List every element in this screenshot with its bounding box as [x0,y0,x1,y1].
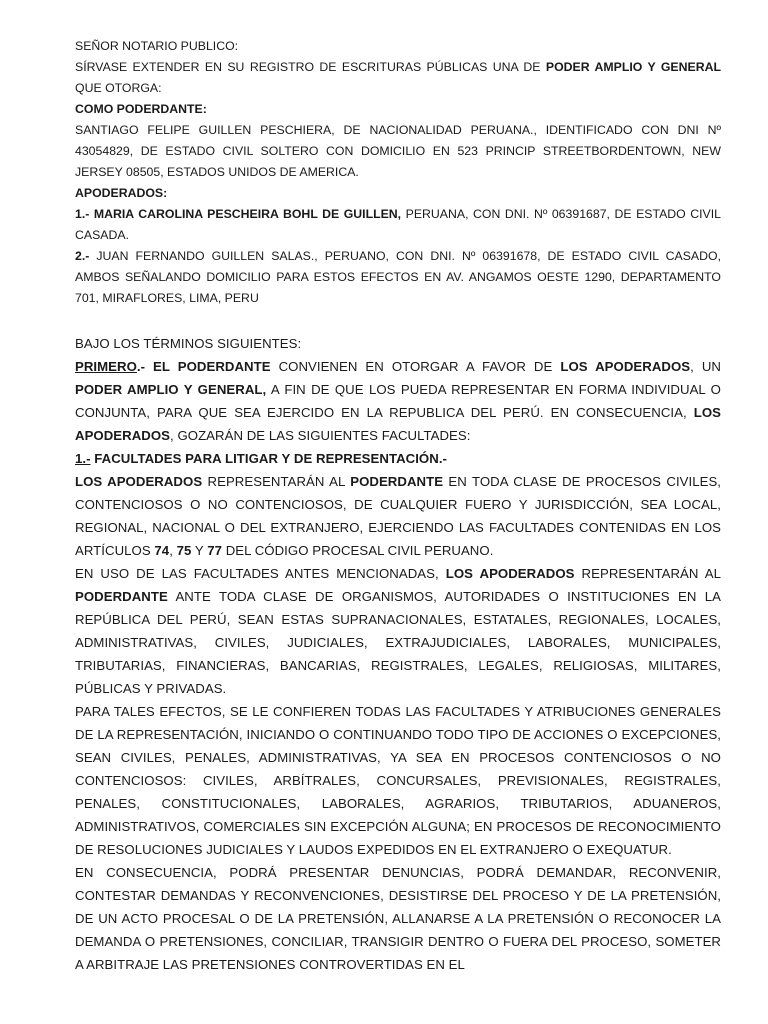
addressee-line [75,36,721,57]
p2-text-c: REPRESENTARÁN AL [574,566,721,581]
faculty-paragraph-1 [75,470,721,562]
faculty-1-title: FACULTADES PARA LITIGAR Y DE REPRESENTACIÓN.- [90,451,447,466]
clause-primero-label: PRIMERO [75,359,137,374]
apoderado-2-number: 2.- [75,249,90,263]
poderdante-heading-text: COMO PODERDANTE: [75,102,207,116]
clause-primero-text-e: A FIN DE QUE LOS PUEDA REPRESENTAR EN FORMA INDIVIDUAL O CONJUNTA, PARA QUE SEA EJERCIDO EN LA REPUBLICA DEL PERÚ. EN CONSECUENCIA, [75,382,721,420]
p2-apoderados: LOS APODERADOS [445,566,575,581]
p1-poderdante: PODERDANTE [350,474,444,489]
apoderado-1-number: 1.- [75,207,90,221]
terms-intro [75,332,721,355]
faculty-1-number: 1.- [75,451,91,466]
apoderados-heading [75,183,721,204]
p1-article-77: 77 [207,543,222,558]
clause-primero-text-c: , UN [690,359,721,374]
p1-comma: , [169,543,177,558]
terms-intro-text: BAJO LOS TÉRMINOS SIGUIENTES: [75,336,302,351]
p1-text-j: DEL CÓDIGO PROCESAL CIVIL PERUANO. [221,543,494,558]
p1-article-74: 74 [154,543,170,558]
p4-text: EN CONSECUENCIA, PODRÁ PRESENTAR DENUNCIAS, PODRÁ DEMANDAR, RECONVENIR, CONTESTAR DEMANDAS Y RECONVENCIONES, DESISTIRSE DEL PROCESO Y DE LA PRETENSIÓN, DE UN ACTO PROCESAL O DE LA PRETENSIÓN, ALLANARSE A LA PRETENSIÓN O RECONOCER LA DEMANDA O PRETENSIONES, CONCILIAR, TRANSIGIR DENTRO O FUERA DEL PROCESO, SOMETER A ARBITRAJE LAS PRETENSIONES CONTROVERTIDAS EN EL [75,865,721,972]
clause-primero-apoderados: LOS APODERADOS [560,359,691,374]
paragraph-spacer [75,309,721,332]
intro-power-type: PODER AMPLIO Y GENERAL [545,60,721,74]
clause-primero-subject: .- EL PODERDANTE [136,359,271,374]
apoderado-1-name: MARIA CAROLINA PESCHEIRA BOHL DE GUILLEN, [89,207,402,221]
apoderado-item-2 [75,246,721,309]
p2-text-a: EN USO DE LAS FACULTADES ANTES MENCIONADAS, [75,566,446,581]
clause-primero-text-a: CONVIENEN EN OTORGAR A FAVOR DE [270,359,561,374]
p3-text: PARA TALES EFECTOS, SE LE CONFIEREN TODAS LAS FACULTADES Y ATRIBUCIONES GENERALES DE LA REPRESENTACIÓN, INICIANDO O CONTINUANDO TODO TIPO DE ACCIONES O EXCEPCIONES, SEAN CIVILES, PENALES, ADMINISTRATIVAS, YA SEA EN PROCESOS CONTENCIOSOS O NO CONTENCIOSOS: CIVILES, ARBÍTRALES, CONCURSALES, PREVISIONALES, REGISTRALES, PENALES, CONSTITUCIONALES, LABORALES, AGRARIOS, TRIBUTARIOS, ADUANEROS, ADMINISTRATIVOS, COMERCIALES SIN EXCEPCIÓN ALGUNA; EN PROCESOS DE RECONOCIMIENTO DE RESOLUCIONES JUDICIALES Y LAUDOS EXPEDIDOS EN EL EXTRANJERO O EXEQUATUR. [75,704,721,857]
intro-paragraph [75,57,721,99]
poderdante-text: SANTIAGO FELIPE GUILLEN PESCHIERA, DE NACIONALIDAD PERUANA., IDENTIFICADO CON DNI Nº 43054829, DE ESTADO CIVIL SOLTERO CON DOMICILIO EN 523 PRINCIP STREETBORDENTOWN, NEW JERSEY 08505, ESTADOS UNIDOS DE AMERICA. [75,123,721,179]
faculty-paragraph-2 [75,562,721,700]
p1-and: Y [191,543,208,558]
faculty-paragraph-4 [75,861,721,976]
faculty-paragraph-3 [75,700,721,861]
clause-primero-text-g: , GOZARÁN DE LAS SIGUIENTES FACULTADES: [170,428,471,443]
addressee-text: SEÑOR NOTARIO PUBLICO: [75,39,239,53]
apoderado-item-1 [75,204,721,246]
apoderados-heading-text: APODERADOS: [75,186,168,200]
clause-primero [75,355,721,447]
poderdante-paragraph [75,120,721,183]
clause-primero-apoderados-2: LOS APODERADOS [75,405,721,443]
apoderado-2-details: JUAN FERNANDO GUILLEN SALAS., PERUANO, CON DNI. Nº 06391678, DE ESTADO CIVIL CASADO, AMBOS SEÑALANDO DOMICILIO PARA ESTOS EFECTOS EN AV. ANGAMOS OESTE 1290, DEPARTAMENTO 701, MIRAFLORES, LIMA, PERU [75,249,721,305]
p2-poderdante: PODERDANTE [75,589,168,604]
p2-text-e: ANTE TODA CLASE DE ORGANISMOS, AUTORIDADES O INSTITUCIONES EN LA REPÚBLICA DEL PERÚ, SEAN ESTAS SUPRANACIONALES, ESTATALES, REGIONALES, LOCALES, ADMINISTRATIVAS, CIVILES, JUDICIALES, EXTRAJUDICIALES, LABORALES, MUNICIPALES, TRIBUTARIAS, FINANCIERAS, BANCARIAS, REGISTRALES, LEGALES, RELIGIOSAS, MILITARES, PÚBLICAS Y PRIVADAS. [75,589,721,696]
intro-text: SÍRVASE EXTENDER EN SU REGISTRO DE ESCRITURAS PÚBLICAS UNA DE [75,60,546,74]
p1-apoderados: LOS APODERADOS [75,474,203,489]
p1-article-75: 75 [176,543,192,558]
intro-text-end: QUE OTORGA: [75,81,162,95]
faculty-1-heading [75,447,721,470]
apoderado-1-details: PERUANA, CON DNI. Nº 06391687, DE ESTADO CIVIL CASADA. [75,207,721,242]
poderdante-heading [75,99,721,120]
document-page [75,36,721,976]
p1-text-d: EN TODA CLASE DE PROCESOS CIVILES, CONTENCIOSOS O NO CONTENCIOSOS, DE CUALQUIER FUERO Y JURISDICCIÓN, SEA LOCAL, REGIONAL, NACIONAL O DEL EXTRANJERO, EJERCIENDO LAS FACULTADES CONTENIDAS EN LOS ARTÍCULOS [75,474,722,558]
p1-text-b: REPRESENTARÁN AL [202,474,351,489]
clause-primero-power-type: PODER AMPLIO Y GENERAL, [75,382,267,397]
